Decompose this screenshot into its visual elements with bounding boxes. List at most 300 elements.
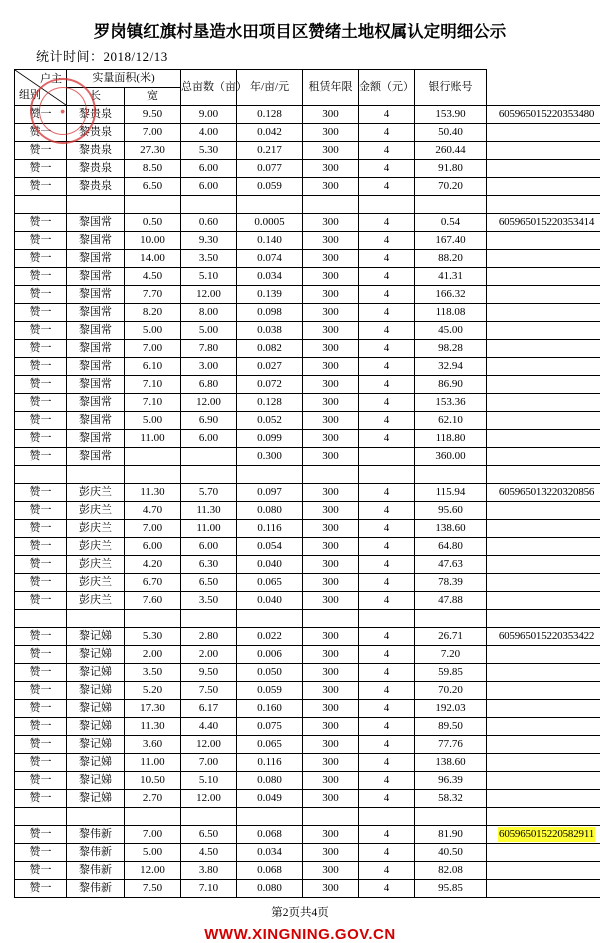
group-cell: 赞一 — [15, 556, 67, 574]
mu-cell: 0.082 — [237, 340, 303, 358]
table-row — [15, 214, 600, 232]
width-cell: 11.00 — [181, 520, 237, 538]
owner-cell: 黎国常 — [67, 286, 125, 304]
price-cell: 300 — [303, 556, 359, 574]
price-cell: 300 — [303, 736, 359, 754]
price-cell: 300 — [303, 178, 359, 196]
length-cell: 7.60 — [125, 592, 181, 610]
header-price-per-mu: 年/亩/元 — [237, 70, 303, 106]
amount-cell: 153.90 — [415, 106, 487, 124]
owner-cell: 黎贵泉 — [67, 142, 125, 160]
spacer-cell — [181, 610, 237, 628]
years-cell: 4 — [359, 520, 415, 538]
length-cell: 7.00 — [125, 340, 181, 358]
mu-cell: 0.006 — [237, 646, 303, 664]
years-cell: 4 — [359, 484, 415, 502]
price-cell: 300 — [303, 394, 359, 412]
group-cell: 赞一 — [15, 718, 67, 736]
table-row — [15, 286, 600, 304]
owner-cell: 黎记娣 — [67, 682, 125, 700]
table-row — [15, 718, 600, 736]
price-cell: 300 — [303, 448, 359, 466]
length-cell: 4.50 — [125, 268, 181, 286]
account-number: 605965015220353414 — [499, 216, 594, 228]
owner-cell: 黎国常 — [67, 340, 125, 358]
mu-cell: 0.049 — [237, 790, 303, 808]
group-cell: 赞一 — [15, 124, 67, 142]
mu-cell: 0.065 — [237, 574, 303, 592]
table-row — [15, 412, 600, 430]
years-cell: 4 — [359, 214, 415, 232]
table-spacer-row — [15, 610, 600, 628]
highlighted-account-number: 605965015220582911 — [498, 827, 595, 842]
owner-cell: 黎国常 — [67, 304, 125, 322]
table-row — [15, 142, 600, 160]
owner-cell: 黎记娣 — [67, 736, 125, 754]
amount-cell: 40.50 — [415, 844, 487, 862]
statistics-time: 统计时间：2018/12/13 — [36, 46, 586, 65]
spacer-cell — [487, 196, 600, 214]
length-cell: 14.00 — [125, 250, 181, 268]
years-cell: 4 — [359, 286, 415, 304]
owner-cell: 黎国常 — [67, 232, 125, 250]
spacer-cell — [15, 196, 67, 214]
price-cell: 300 — [303, 628, 359, 646]
amount-cell: 95.60 — [415, 502, 487, 520]
length-cell: 8.20 — [125, 304, 181, 322]
owner-cell: 黎记娣 — [67, 646, 125, 664]
spacer-cell — [303, 610, 359, 628]
amount-cell: 45.00 — [415, 322, 487, 340]
bank-account-cell — [487, 412, 600, 430]
bank-account-cell — [487, 430, 600, 448]
price-cell: 300 — [303, 376, 359, 394]
price-cell: 300 — [303, 664, 359, 682]
bank-account-cell — [487, 628, 600, 646]
owner-cell: 黎贵泉 — [67, 160, 125, 178]
table-row — [15, 664, 600, 682]
owner-cell: 黎记娣 — [67, 754, 125, 772]
years-cell: 4 — [359, 232, 415, 250]
years-cell: 4 — [359, 574, 415, 592]
width-cell: 5.30 — [181, 142, 237, 160]
group-cell: 赞一 — [15, 484, 67, 502]
years-cell: 4 — [359, 880, 415, 898]
table-spacer-row — [15, 808, 600, 826]
width-cell: 2.00 — [181, 646, 237, 664]
bank-account-cell — [487, 520, 600, 538]
header-owner-label: 户主 — [40, 72, 62, 87]
amount-cell: 41.31 — [415, 268, 487, 286]
price-cell: 300 — [303, 520, 359, 538]
land-rights-table — [14, 69, 600, 898]
spacer-cell — [237, 466, 303, 484]
amount-cell: 7.20 — [415, 646, 487, 664]
amount-cell: 47.63 — [415, 556, 487, 574]
spacer-cell — [15, 808, 67, 826]
table-row — [15, 844, 600, 862]
price-cell: 300 — [303, 160, 359, 178]
spacer-cell — [125, 466, 181, 484]
length-cell: 5.00 — [125, 412, 181, 430]
bank-account-cell — [487, 340, 600, 358]
table-row — [15, 700, 600, 718]
amount-cell: 89.50 — [415, 718, 487, 736]
price-cell: 300 — [303, 232, 359, 250]
group-cell: 赞一 — [15, 826, 67, 844]
amount-cell: 96.39 — [415, 772, 487, 790]
table-row — [15, 106, 600, 124]
mu-cell: 0.065 — [237, 736, 303, 754]
price-cell: 300 — [303, 790, 359, 808]
mu-cell: 0.080 — [237, 772, 303, 790]
length-cell: 7.10 — [125, 376, 181, 394]
owner-cell: 黎国常 — [67, 322, 125, 340]
header-length: 长 — [67, 88, 125, 106]
spacer-cell — [67, 610, 125, 628]
amount-cell: 64.80 — [415, 538, 487, 556]
years-cell: 4 — [359, 700, 415, 718]
group-cell: 赞一 — [15, 250, 67, 268]
mu-cell: 0.139 — [237, 286, 303, 304]
bank-account-cell — [487, 250, 600, 268]
spacer-cell — [359, 808, 415, 826]
width-cell: 5.10 — [181, 772, 237, 790]
amount-cell: 32.94 — [415, 358, 487, 376]
spacer-cell — [303, 466, 359, 484]
mu-cell: 0.128 — [237, 394, 303, 412]
group-cell: 赞一 — [15, 358, 67, 376]
owner-cell: 彭庆兰 — [67, 592, 125, 610]
group-cell: 赞一 — [15, 646, 67, 664]
header-area-group: 实量面积(米) — [67, 70, 181, 88]
years-cell: 4 — [359, 124, 415, 142]
group-cell: 赞一 — [15, 700, 67, 718]
mu-cell: 0.072 — [237, 376, 303, 394]
width-cell: 4.00 — [181, 124, 237, 142]
width-cell — [181, 448, 237, 466]
years-cell: 4 — [359, 106, 415, 124]
length-cell: 6.50 — [125, 178, 181, 196]
table-row — [15, 754, 600, 772]
bank-account-cell — [487, 646, 600, 664]
length-cell: 6.10 — [125, 358, 181, 376]
owner-cell: 黎记娣 — [67, 700, 125, 718]
owner-cell: 黎记娣 — [67, 790, 125, 808]
years-cell: 4 — [359, 790, 415, 808]
bank-account-cell — [487, 844, 600, 862]
years-cell: 4 — [359, 736, 415, 754]
spacer-cell — [415, 808, 487, 826]
length-cell: 10.00 — [125, 232, 181, 250]
group-cell: 赞一 — [15, 304, 67, 322]
years-cell: 4 — [359, 412, 415, 430]
table-row — [15, 646, 600, 664]
length-cell — [125, 448, 181, 466]
years-cell: 4 — [359, 268, 415, 286]
group-cell: 赞一 — [15, 376, 67, 394]
mu-cell: 0.075 — [237, 718, 303, 736]
price-cell: 300 — [303, 826, 359, 844]
years-cell: 4 — [359, 754, 415, 772]
amount-cell: 95.85 — [415, 880, 487, 898]
years-cell: 4 — [359, 304, 415, 322]
header-group-label: 组别 — [19, 88, 41, 103]
price-cell: 300 — [303, 304, 359, 322]
width-cell: 5.10 — [181, 268, 237, 286]
width-cell: 12.00 — [181, 790, 237, 808]
owner-cell: 黎国常 — [67, 268, 125, 286]
amount-cell: 81.90 — [415, 826, 487, 844]
account-number: 605965013220320856 — [499, 486, 594, 498]
price-cell: 300 — [303, 592, 359, 610]
years-cell: 4 — [359, 142, 415, 160]
mu-cell: 0.160 — [237, 700, 303, 718]
owner-cell: 黎伟新 — [67, 826, 125, 844]
years-cell: 4 — [359, 664, 415, 682]
width-cell: 7.00 — [181, 754, 237, 772]
owner-cell: 黎记娣 — [67, 664, 125, 682]
spacer-cell — [415, 466, 487, 484]
mu-cell: 0.059 — [237, 178, 303, 196]
bank-account-cell — [487, 268, 600, 286]
bank-account-cell — [487, 538, 600, 556]
amount-cell: 88.20 — [415, 250, 487, 268]
group-cell: 赞一 — [15, 268, 67, 286]
owner-cell: 黎国常 — [67, 376, 125, 394]
length-cell: 17.30 — [125, 700, 181, 718]
price-cell: 300 — [303, 538, 359, 556]
price-cell: 300 — [303, 574, 359, 592]
owner-cell: 彭庆兰 — [67, 574, 125, 592]
owner-cell: 黎记娣 — [67, 628, 125, 646]
spacer-cell — [303, 196, 359, 214]
table-row — [15, 826, 600, 844]
bank-account-cell — [487, 556, 600, 574]
years-cell: 4 — [359, 160, 415, 178]
mu-cell: 0.042 — [237, 124, 303, 142]
bank-account-cell — [487, 142, 600, 160]
bank-account-cell — [487, 178, 600, 196]
account-number: 605965015220353422 — [499, 630, 594, 642]
price-cell: 300 — [303, 502, 359, 520]
spacer-cell — [67, 808, 125, 826]
length-cell: 7.10 — [125, 394, 181, 412]
bank-account-cell — [487, 484, 600, 502]
group-cell: 赞一 — [15, 178, 67, 196]
spacer-cell — [181, 196, 237, 214]
table-row — [15, 862, 600, 880]
mu-cell: 0.217 — [237, 142, 303, 160]
price-cell: 300 — [303, 754, 359, 772]
amount-cell: 192.03 — [415, 700, 487, 718]
table-body — [15, 106, 600, 898]
owner-cell: 彭庆兰 — [67, 538, 125, 556]
width-cell: 6.00 — [181, 430, 237, 448]
years-cell — [359, 448, 415, 466]
years-cell: 4 — [359, 718, 415, 736]
price-cell: 300 — [303, 646, 359, 664]
spacer-cell — [181, 808, 237, 826]
amount-cell: 91.80 — [415, 160, 487, 178]
price-cell: 300 — [303, 322, 359, 340]
spacer-cell — [125, 196, 181, 214]
length-cell: 8.50 — [125, 160, 181, 178]
length-cell: 9.50 — [125, 106, 181, 124]
length-cell: 7.50 — [125, 880, 181, 898]
width-cell: 6.50 — [181, 826, 237, 844]
table-row — [15, 574, 600, 592]
bank-account-cell — [487, 376, 600, 394]
mu-cell: 0.040 — [237, 556, 303, 574]
width-cell: 5.70 — [181, 484, 237, 502]
length-cell: 5.30 — [125, 628, 181, 646]
table-row — [15, 448, 600, 466]
price-cell: 300 — [303, 484, 359, 502]
mu-cell: 0.097 — [237, 484, 303, 502]
length-cell: 10.50 — [125, 772, 181, 790]
table-row — [15, 628, 600, 646]
group-cell: 赞一 — [15, 754, 67, 772]
table-row — [15, 160, 600, 178]
years-cell: 4 — [359, 178, 415, 196]
years-cell: 4 — [359, 394, 415, 412]
owner-cell: 黎国常 — [67, 358, 125, 376]
table-row — [15, 772, 600, 790]
table-row — [15, 556, 600, 574]
amount-cell: 50.40 — [415, 124, 487, 142]
mu-cell: 0.040 — [237, 592, 303, 610]
header-total-mu: 总亩数（亩） — [181, 70, 237, 106]
bank-account-cell — [487, 736, 600, 754]
length-cell: 2.00 — [125, 646, 181, 664]
years-cell: 4 — [359, 592, 415, 610]
bank-account-cell — [487, 772, 600, 790]
bank-account-cell — [487, 286, 600, 304]
mu-cell: 0.054 — [237, 538, 303, 556]
years-cell: 4 — [359, 250, 415, 268]
mu-cell: 0.300 — [237, 448, 303, 466]
amount-cell: 62.10 — [415, 412, 487, 430]
spacer-cell — [359, 466, 415, 484]
table-row — [15, 430, 600, 448]
seal-text: ● — [32, 100, 95, 123]
page-number-label: 第2页共4页 — [14, 904, 586, 920]
header-lease-years: 租赁年限 — [303, 70, 359, 106]
years-cell: 4 — [359, 358, 415, 376]
table-row — [15, 124, 600, 142]
price-cell: 300 — [303, 340, 359, 358]
price-cell: 300 — [303, 250, 359, 268]
mu-cell: 0.099 — [237, 430, 303, 448]
group-cell: 赞一 — [15, 142, 67, 160]
table-row — [15, 232, 600, 250]
amount-cell: 138.60 — [415, 520, 487, 538]
bank-account-cell — [487, 664, 600, 682]
owner-cell: 黎记娣 — [67, 772, 125, 790]
bank-account-cell — [487, 718, 600, 736]
owner-cell: 黎国常 — [67, 394, 125, 412]
years-cell: 4 — [359, 844, 415, 862]
group-cell: 赞一 — [15, 160, 67, 178]
bank-account-cell — [487, 862, 600, 880]
table-spacer-row — [15, 466, 600, 484]
bank-account-cell — [487, 682, 600, 700]
mu-cell: 0.038 — [237, 322, 303, 340]
spacer-cell — [303, 808, 359, 826]
amount-cell: 77.76 — [415, 736, 487, 754]
group-cell: 赞一 — [15, 214, 67, 232]
mu-cell: 0.068 — [237, 826, 303, 844]
group-cell: 赞一 — [15, 430, 67, 448]
table-row — [15, 376, 600, 394]
table-row — [15, 178, 600, 196]
owner-cell: 黎国常 — [67, 214, 125, 232]
owner-cell: 黎国常 — [67, 412, 125, 430]
amount-cell: 153.36 — [415, 394, 487, 412]
owner-cell: 黎伟新 — [67, 880, 125, 898]
owner-cell: 彭庆兰 — [67, 502, 125, 520]
width-cell: 3.50 — [181, 250, 237, 268]
mu-cell: 0.068 — [237, 862, 303, 880]
header-width: 宽 — [125, 88, 181, 106]
price-cell: 300 — [303, 718, 359, 736]
owner-cell: 黎贵泉 — [67, 124, 125, 142]
width-cell: 6.17 — [181, 700, 237, 718]
group-cell: 赞一 — [15, 664, 67, 682]
owner-cell: 黎国常 — [67, 430, 125, 448]
mu-cell: 0.080 — [237, 502, 303, 520]
spacer-cell — [237, 196, 303, 214]
width-cell: 5.00 — [181, 322, 237, 340]
width-cell: 6.00 — [181, 178, 237, 196]
group-cell: 赞一 — [15, 628, 67, 646]
width-cell: 4.40 — [181, 718, 237, 736]
years-cell: 4 — [359, 772, 415, 790]
spacer-cell — [125, 610, 181, 628]
width-cell: 12.00 — [181, 394, 237, 412]
years-cell: 4 — [359, 502, 415, 520]
bank-account-cell — [487, 124, 600, 142]
mu-cell: 0.027 — [237, 358, 303, 376]
mu-cell: 0.116 — [237, 520, 303, 538]
price-cell: 300 — [303, 124, 359, 142]
table-row — [15, 736, 600, 754]
amount-cell: 98.28 — [415, 340, 487, 358]
table-row — [15, 484, 600, 502]
mu-cell: 0.059 — [237, 682, 303, 700]
amount-cell: 0.54 — [415, 214, 487, 232]
price-cell: 300 — [303, 880, 359, 898]
years-cell: 4 — [359, 322, 415, 340]
length-cell: 11.00 — [125, 430, 181, 448]
bank-account-cell — [487, 754, 600, 772]
bank-account-cell — [487, 394, 600, 412]
mu-cell: 0.116 — [237, 754, 303, 772]
price-cell: 300 — [303, 214, 359, 232]
group-cell: 赞一 — [15, 682, 67, 700]
spacer-cell — [359, 196, 415, 214]
amount-cell: 167.40 — [415, 232, 487, 250]
bank-account-cell — [487, 880, 600, 898]
length-cell: 3.60 — [125, 736, 181, 754]
owner-cell: 黎伟新 — [67, 862, 125, 880]
group-cell: 赞一 — [15, 772, 67, 790]
table-row — [15, 880, 600, 898]
spacer-cell — [487, 808, 600, 826]
amount-cell: 59.85 — [415, 664, 487, 682]
group-cell: 赞一 — [15, 880, 67, 898]
